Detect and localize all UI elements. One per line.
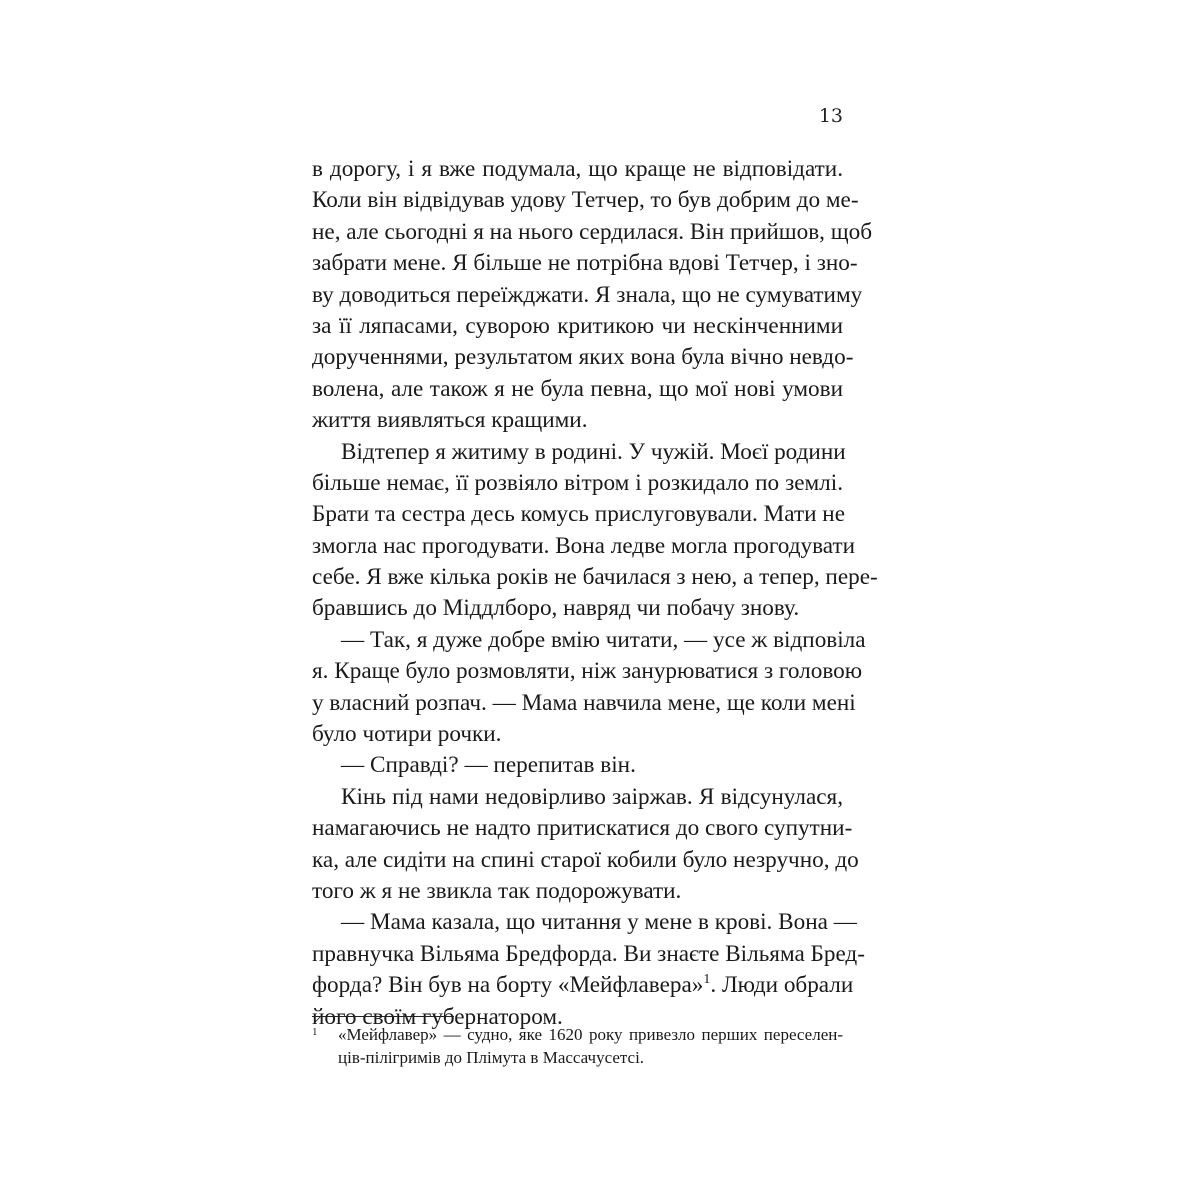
text-line: того ж я не звикла так подорожувати. — [312, 877, 682, 904]
paragraph-start-line: Кінь під нами недовірливо заіржав. Я відсунулася, — [341, 783, 843, 810]
footnote-line: ців-пілігримів до Плімута в Массачусетсі. — [338, 1048, 645, 1067]
text-line: його своїм губернатором. — [312, 1003, 563, 1030]
text-line: бравшись до Міддлборо, навряд чи побачу знову. — [312, 595, 800, 622]
text-line: було чотири рочки. — [312, 721, 502, 748]
footnote-line: «Мейфлавер» — судно, яке 1620 року привезло перших переселен- — [338, 1025, 843, 1044]
text-line: себе. Я вже кілька років не бачилася з нею, а тепер, пере- — [312, 564, 878, 591]
text-line: змогла нас прогодувати. Вона ледве могла прогодувати — [312, 532, 855, 559]
text-line: я. Краще було розмовляти, ніж занурюватися з головою — [312, 658, 863, 685]
text-line: ка, але сидіти на спині старої кобили було незручно, до — [312, 846, 859, 873]
text-line: за її ляпасами, суворою критикою чи нескінченними — [312, 312, 843, 339]
text-line: Брати та сестра десь комусь прислуговували. Мати не — [312, 501, 845, 528]
page-number: 13 — [818, 105, 843, 127]
text-line: волена, але також я не була певна, що мої нові умови — [312, 375, 843, 402]
text-segment: . Люди обрали — [710, 972, 854, 999]
footnote-divider — [312, 1016, 454, 1017]
text-line: у власний розпач. — Мама навчила мене, ще коли мені — [312, 689, 856, 716]
body-text — [312, 154, 878, 1033]
text-line: не, але сьогодні я на нього сердилася. Він прийшов, щоб — [312, 218, 873, 245]
text-line: намагаючись не надто притискатися до свого супутни- — [312, 815, 853, 842]
paragraph-start-line: — Справді? — перепитав він. — [341, 752, 636, 779]
text-line: більше немає, її розвіяло вітром і розкидало по землі. — [312, 469, 843, 496]
text-line: дорученнями, результатом яких вона була вічно невдо- — [312, 344, 854, 371]
text-line: правнучка Вільяма Бредфорда. Ви знаєте Вільяма Бред- — [312, 940, 865, 967]
text-line: забрати мене. Я більше не потрібна вдові Тетчер, і зно- — [312, 250, 858, 277]
paragraph-start-line: — Так, я дуже добре вмію читати, — усе ж відповіла — [341, 626, 866, 653]
text-line-with-footnote — [312, 970, 854, 1001]
text-line: життя виявляться кращими. — [312, 407, 588, 434]
paragraph-start-line: — Мама казала, що читання у мене в крові. Вона — — [341, 909, 857, 936]
footnote-marker: 1 — [312, 1026, 318, 1038]
text-line: в дорогу, і я вже подумала, що краще не відповідати. — [312, 156, 843, 182]
text-line: ву доводиться переїжджати. Я знала, що не сумуватиму — [312, 281, 863, 308]
paragraph-start-line: Відтепер я житиму в родині. У чужій. Моєї родини — [341, 438, 846, 465]
text-segment: форда? Він був на борту «Мейфлавера» — [312, 972, 704, 999]
footnote — [312, 1023, 843, 1069]
text-line: Коли він відвідував удову Тетчер, то був добрим до ме- — [312, 187, 859, 214]
footnote-reference[interactable]: 1 — [703, 972, 711, 988]
